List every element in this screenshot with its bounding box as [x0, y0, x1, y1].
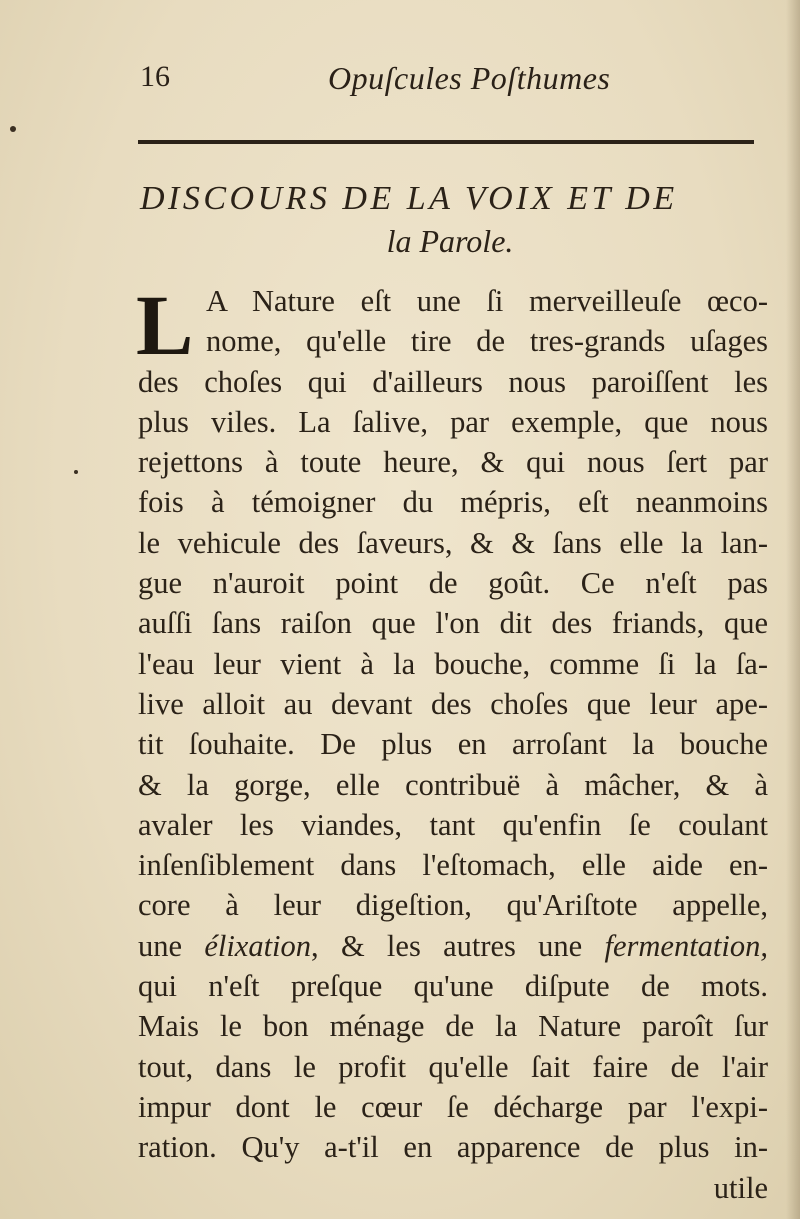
text-line: A Nature eſt une ſi merveilleuſe œco-: [206, 284, 768, 318]
ink-speck: [10, 126, 16, 132]
text-fragment: , & les autres une: [311, 928, 605, 963]
text-line-with-italics: [138, 926, 768, 966]
running-head: [140, 60, 760, 104]
text-line: des choſes qui d'ailleurs nous paroiſſent les: [138, 364, 768, 399]
text-line: & la gorge, elle contribuë à mâcher, & à: [138, 767, 768, 802]
text-line: auſſi ſans raiſon que l'on dit des friands, que: [138, 606, 768, 641]
text-line: Mais le bon ménage de la Nature paroît ſur: [138, 1009, 768, 1044]
text-line: nome, qu'elle tire de tres-grands uſages: [206, 324, 768, 359]
header-rule: [138, 140, 754, 144]
italic-term: fermentation,: [604, 928, 768, 963]
text-line: le vehicule des ſaveurs, & & ſans elle la lan-: [138, 525, 768, 560]
text-line: inſenſiblement dans l'eſtomach, elle aide en-: [138, 848, 768, 883]
italic-term: élixation: [204, 928, 312, 963]
text-line: gue n'auroit point de goût. Ce n'eſt pas: [138, 566, 768, 601]
text-line: rejettons à toute heure, & qui nous ſert par: [138, 445, 768, 480]
text-line: ration. Qu'y a-t'il en apparence de plus in-: [138, 1130, 768, 1165]
drop-cap: L: [136, 277, 194, 373]
text-line: plus viles. La ſalive, par exemple, que nous: [138, 404, 768, 439]
text-line: core à leur digeſtion, qu'Ariſtote appelle,: [138, 888, 768, 923]
text-line: tit ſouhaite. De plus en arroſant la bouche: [138, 727, 768, 762]
text-line: tout, dans le profit qu'elle ſait faire de l'air: [138, 1049, 768, 1084]
chapter-heading: [140, 178, 760, 262]
page-edge-shadow: [786, 0, 800, 1219]
text-fragment: une: [138, 928, 205, 963]
chapter-heading-line-1: DISCOURS DE LA VOIX ET DE: [140, 180, 678, 217]
ink-speck: [74, 470, 78, 474]
page-number: 16: [140, 60, 170, 93]
body-text: [136, 277, 768, 1208]
book-title: Opuſcules Poſthumes: [328, 60, 611, 96]
text-line: l'eau leur vient à la bouche, comme ſi la ſa-: [138, 646, 768, 681]
text-line: qui n'eſt preſque qu'une diſpute de mots.: [138, 969, 768, 1004]
text-line: avaler les viandes, tant qu'enfin ſe coulant: [138, 807, 768, 842]
text-line: live alloit au devant des choſes que leur ape-: [138, 686, 768, 721]
text-line: fois à témoigner du mépris, eſt neanmoins: [138, 485, 768, 520]
text-line: impur dont le cœur ſe décharge par l'expi-: [138, 1089, 768, 1124]
chapter-heading-line-2: la Parole.: [386, 223, 514, 259]
catchword: utile: [713, 1170, 768, 1205]
